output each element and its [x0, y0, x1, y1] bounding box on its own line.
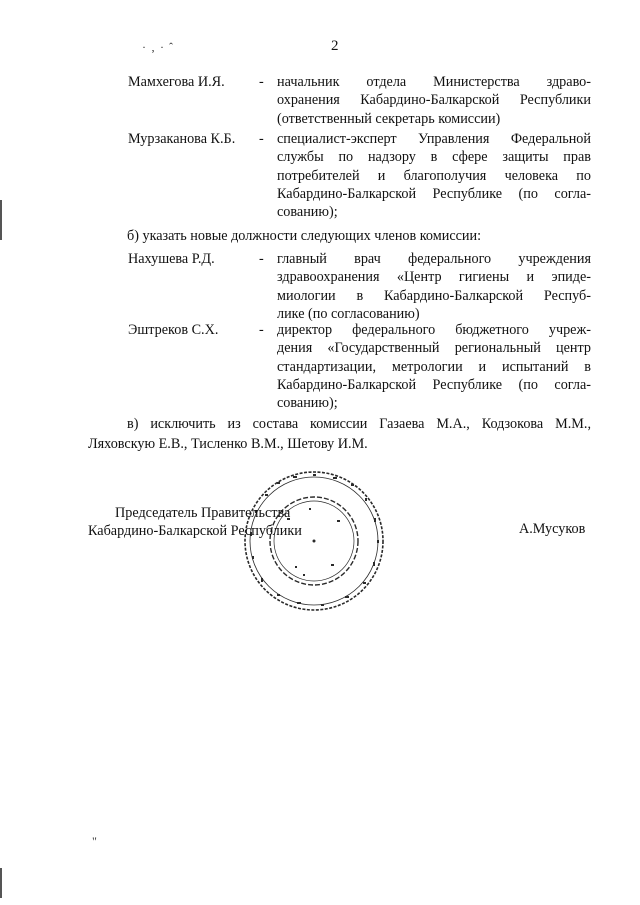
position-line: сованию);: [277, 395, 338, 412]
member-dash: -: [259, 322, 264, 338]
position-line: лике (по согласованию): [277, 305, 420, 322]
position-line: специалист-эксперт Управления Федеральной: [277, 131, 591, 147]
position-line: Кабардино-Балкарской Республике (по согла-: [277, 376, 591, 393]
member-name: Мурзаканова К.Б.: [128, 131, 236, 147]
member-position: [277, 250, 591, 323]
position-line: службы по надзору в сфере защиты прав: [277, 149, 591, 166]
member-position: [277, 130, 591, 221]
position-line: директор федерального бюджетного учреж-: [277, 322, 591, 338]
signature-title-line: Кабардино-Балкарской Республики: [88, 523, 302, 539]
signature-title-line: Председатель Правительства: [115, 505, 291, 521]
member-row: [128, 321, 590, 413]
position-line: здравоохранения «Центр гигиены и эпиде-: [277, 269, 591, 286]
scan-mark-top: · ‚ · ˆ: [142, 40, 174, 54]
member-dash: -: [259, 251, 264, 267]
page-number: 2: [331, 38, 339, 54]
official-seal-icon: [243, 470, 385, 612]
member-dash: -: [259, 74, 264, 90]
signature-title: [88, 504, 302, 540]
position-line: (ответственный секретарь комиссии): [277, 110, 501, 127]
member-name: Нахушева Р.Д.: [128, 251, 215, 267]
position-line: начальник отдела Министерства здраво-: [277, 74, 591, 90]
position-line: охранения Кабардино-Балкарской Республики: [277, 92, 591, 109]
member-name: Эштреков С.Х.: [128, 322, 219, 338]
scan-edge-mark-lower: [0, 868, 2, 898]
paragraph-line: Ляховскую Е.В., Тисленко В.М., Шетову И.М.: [88, 436, 368, 452]
member-dash: -: [259, 131, 264, 147]
member-position: [277, 73, 591, 128]
signatory-name: А.Мусуков: [519, 521, 586, 537]
paragraph-line: в) исключить из состава комиссии Газаева М.А., Кодзокова М.М.,: [127, 416, 591, 432]
section-c-paragraph: [88, 414, 591, 454]
position-line: дения «Государственный региональный центр: [277, 340, 591, 357]
section-b-heading: б) указать новые должности следующих членов комиссии:: [127, 228, 482, 244]
position-line: сованию);: [277, 204, 338, 221]
member-row: [128, 250, 590, 324]
position-line: миологии в Кабардино-Балкарской Респуб-: [277, 287, 591, 304]
scan-edge-mark: [0, 200, 2, 240]
position-line: главный врач федерального учреждения: [277, 251, 591, 267]
member-row: [128, 130, 590, 222]
position-line: потребителей и благополучия человека по: [277, 167, 591, 184]
member-name: Мамхегова И.Я.: [128, 74, 225, 90]
member-row: [128, 73, 590, 129]
member-position: [277, 321, 591, 412]
position-line: Кабардино-Балкарской Республике (по согла-: [277, 185, 591, 202]
position-line: стандартизации, метрологии и испытаний в: [277, 358, 591, 375]
scan-mark-bottom: ": [92, 834, 98, 848]
